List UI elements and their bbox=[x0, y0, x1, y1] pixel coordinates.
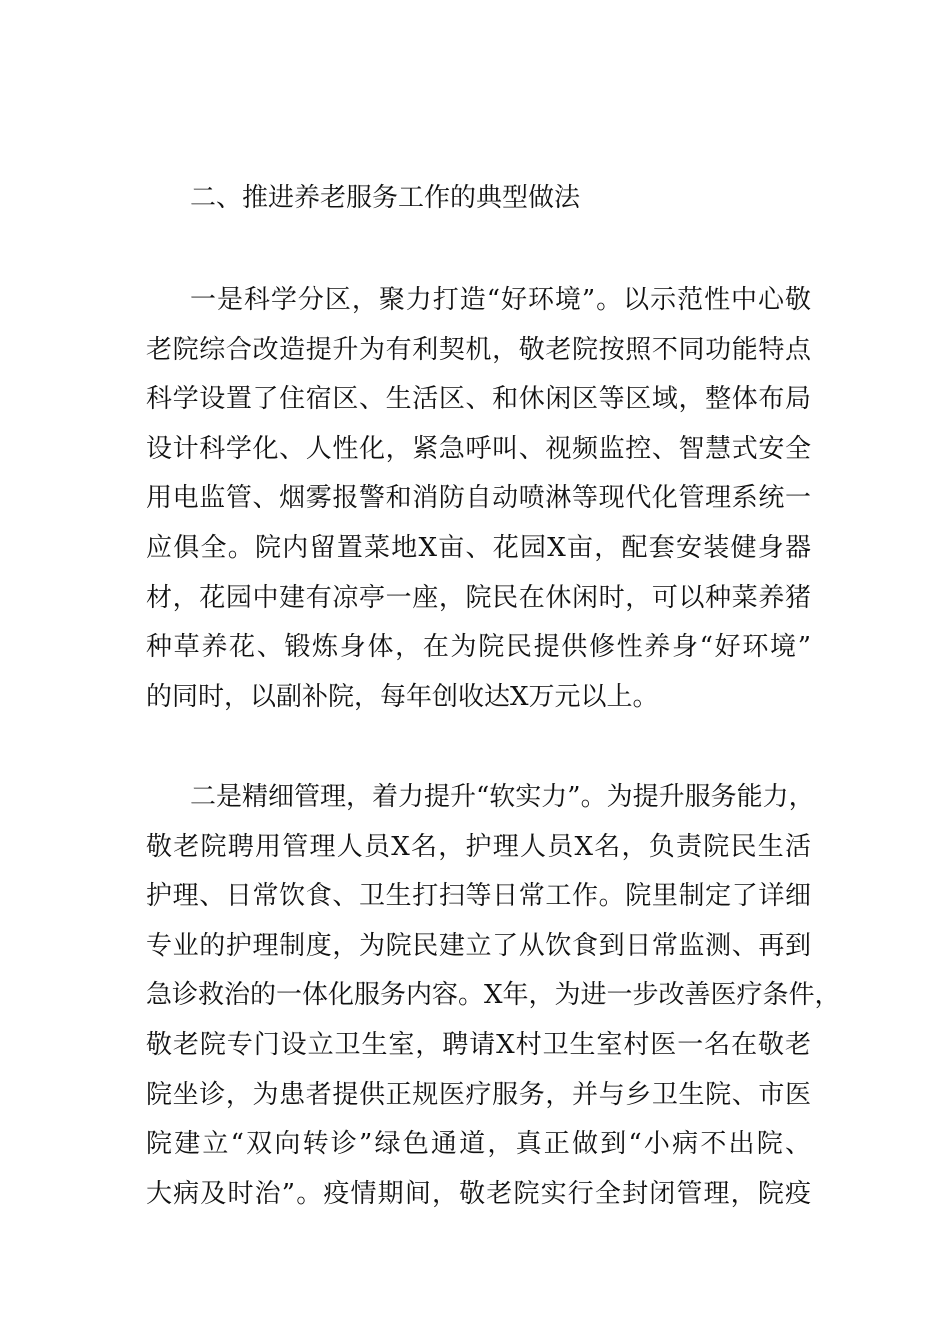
paragraph-line: 二是精细管理，着力提升“软实力”。为提升服务能力， bbox=[190, 782, 815, 812]
paragraph-line: 应俱全。院内留置菜地X亩、花园X亩，配套安装健身器 bbox=[146, 532, 811, 563]
paragraph-line: 种草养花、锻炼身体，在为院民提供修性养身“好环境” bbox=[146, 632, 811, 663]
paragraph-line: 院坐诊，为患者提供正规医疗服务，并与乡卫生院、市医 bbox=[146, 1079, 811, 1110]
paragraph-line: 材，花园中建有凉亭一座，院民在休闲时，可以种菜养猪 bbox=[146, 582, 811, 613]
paragraph-line: 科学设置了住宿区、生活区、和休闲区等区域，整体布局 bbox=[146, 384, 811, 415]
paragraph-refined-management bbox=[146, 773, 841, 1219]
paragraph-line: 用电监管、烟雾报警和消防自动喷淋等现代化管理系统一 bbox=[146, 483, 811, 514]
paragraph-line: 敬老院聘用管理人员X名，护理人员X名，负责院民生活 bbox=[146, 831, 811, 862]
paragraph-line: 院建立“双向转诊”绿色通道，真正做到“小病不出院、 bbox=[146, 1129, 811, 1160]
paragraph-line: 专业的护理制度，为院民建立了从饮食到日常监测、再到 bbox=[146, 930, 811, 961]
paragraph-line: 大病及时治”。疫情期间，敬老院实行全封闭管理，院疫 bbox=[146, 1178, 811, 1209]
paragraph-line: 老院综合改造提升为有利契机，敬老院按照不同功能特点 bbox=[146, 334, 811, 365]
paragraph-line: 护理、日常饮食、卫生打扫等日常工作。院里制定了详细 bbox=[146, 881, 811, 912]
paragraph-line: 设计科学化、人性化，紧急呼叫、视频监控、智慧式安全 bbox=[146, 433, 811, 464]
paragraph-line: 的同时，以副补院，每年创收达X万元以上。 bbox=[146, 681, 659, 712]
paragraph-scientific-zoning bbox=[146, 276, 811, 722]
paragraph-line: 敬老院专门设立卫生室，聘请X村卫生室村医一名在敬老 bbox=[146, 1029, 811, 1060]
paragraph-line: 急诊救治的一体化服务内容。X年，为进一步改善医疗条件， bbox=[146, 980, 841, 1011]
section-heading: 二、推进养老服务工作的典型做法 bbox=[190, 183, 581, 213]
paragraph-line: 一是科学分区，聚力打造“好环境”。以示范性中心敬 bbox=[190, 285, 811, 315]
